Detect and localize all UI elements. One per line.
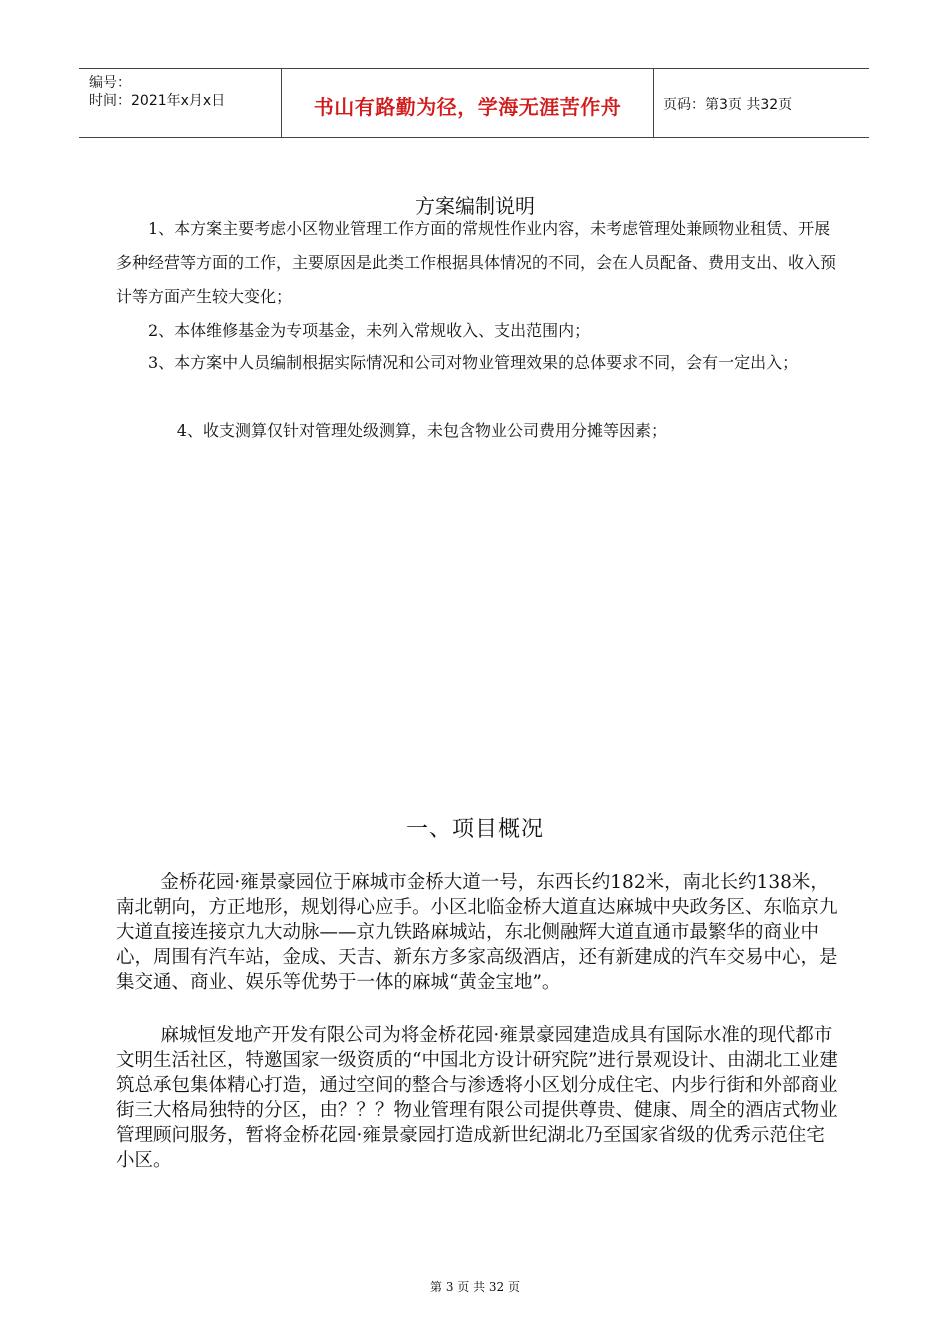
notes-item-2: 2、本体维修基金为专项基金，未列入常规收入、支出范围内； <box>148 321 591 340</box>
header-page-cell <box>654 69 869 137</box>
section-paragraph-1: 金桥花园·雍景豪园位于麻城市金桥大道一号，东西长约182米，南北长约138米，南北朝向，方正地形，规划得心应手。小区北临金桥大道直达麻城中央政务区、东临京九大道直接连接京九大动脉——京九铁路麻城站，东北侧融辉大道直通市最繁华的商业中心，周围有汽车站，金成、天吉、新东方多家高级酒店，还有新建成的汽车交易中心，是集交通、商业、娱乐等优势于一体的麻城“黄金宝地”。 <box>116 872 838 993</box>
header-motto: 书山有路勤为径，学海无涯苦作舟 <box>313 95 622 119</box>
header-page-number: 页码：第3页 共32页 <box>663 97 793 113</box>
section-title: 一、项目概况 <box>405 817 544 842</box>
header-info-cell <box>79 69 282 137</box>
header-motto-cell <box>282 69 654 137</box>
notes-item-3: 3、本方案中人员编制根据实际情况和公司对物业管理效果的总体要求不同，会有一定出入； <box>148 353 799 372</box>
notes-title: 方案编制说明 <box>415 194 535 218</box>
notes-item-4: 4、收支测算仅针对管理处级测算，未包含物业公司费用分摊等因素； <box>176 421 667 440</box>
notes-item-1: 1、本方案主要考虑小区物业管理工作方面的常规性作业内容，未考虑管理处兼顾物业租赁、开展多种经营等方面的工作，主要原因是此类工作根据具体情况的不同，会在人员配备、费用支出、收入预计等方面产生较大变化； <box>116 219 837 306</box>
section-paragraph-2: 麻城恒发地产开发有限公司为将金桥花园·雍景豪园建造成具有国际水准的现代都市文明生活社区，特邀国家一级资质的“中国北方设计研究院”进行景观设计、由湖北工业建筑总承包集体精心打造，通过空间的整合与渗透将小区划分成住宅、内步行街和外部商业街三大格局独特的分区，由？？？物业管理有限公司提供尊贵、健康、周全的酒店式物业管理顾问服务，暂将金桥花园·雍景豪园打造成新世纪湖北乃至国家省级的优秀示范住宅小区。 <box>116 1025 838 1171</box>
document-time-label: 时间：2021年x月x日 <box>89 93 226 109</box>
document-number-label: 编号： <box>89 75 131 91</box>
page-footer: 第 3 页 共 32 页 <box>430 1280 520 1294</box>
page-header <box>79 68 869 138</box>
